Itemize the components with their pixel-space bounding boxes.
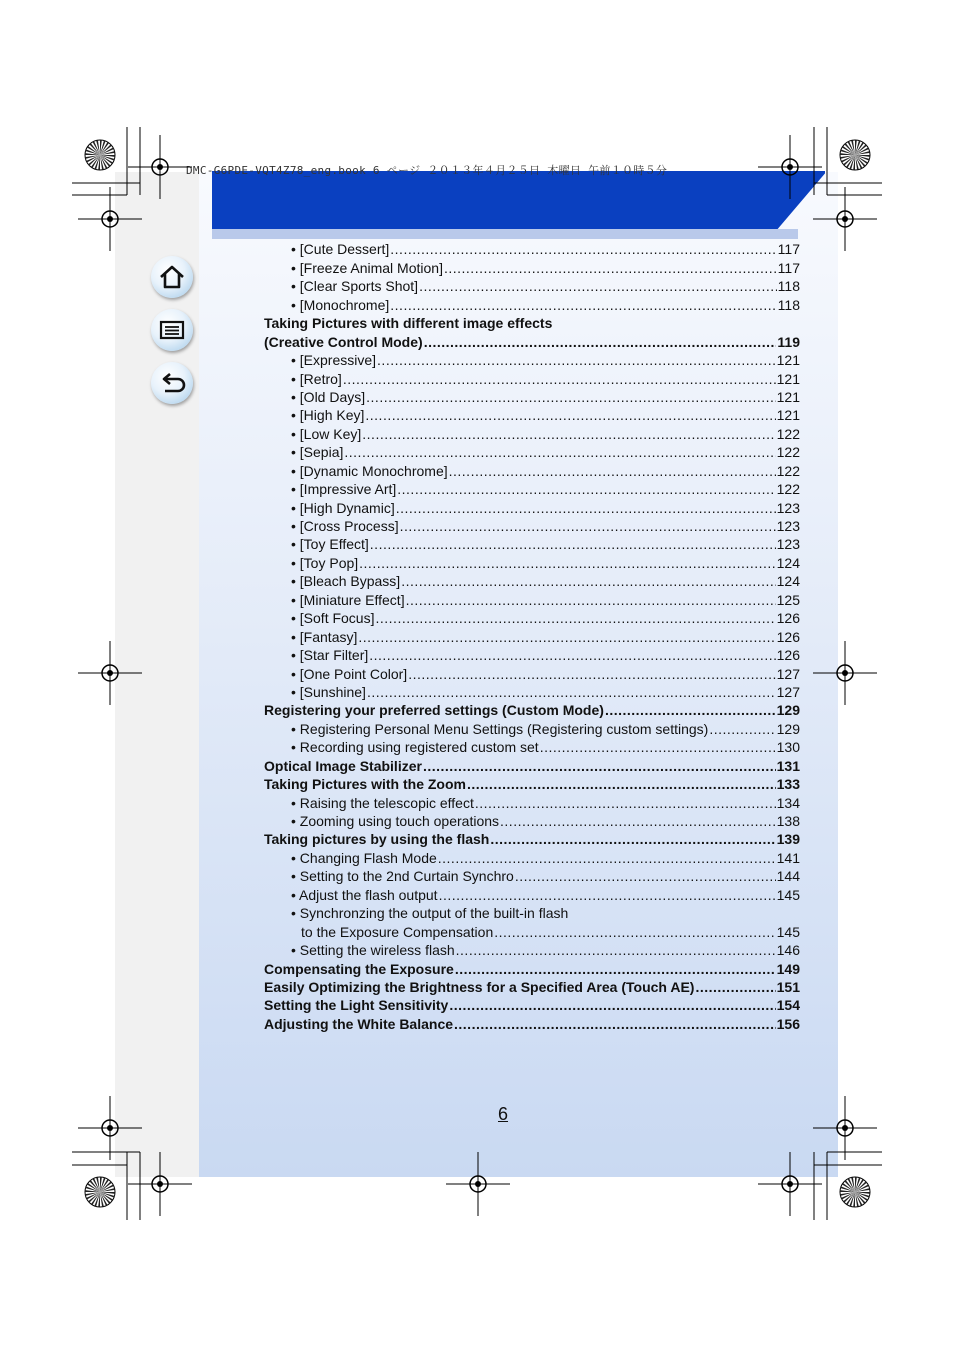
- registration-mark: [813, 187, 877, 251]
- toc-entry-title: • [Clear Sports Shot]: [291, 278, 419, 295]
- registration-mark: [446, 1152, 510, 1216]
- toc-entry-title: • [Monochrome]: [291, 296, 390, 313]
- toc-entry-page: 121: [776, 407, 800, 424]
- toc-entry-title: Easily Optimizing the Brightness for a Specified Area (Touch AE): [264, 978, 695, 995]
- registration-mark: [128, 135, 192, 199]
- toc-entry-title: • [Sunshine]: [291, 683, 366, 700]
- toc-entry-title: Registering your preferred settings (Custom Mode): [264, 702, 604, 719]
- toc-entry-title: • [Sepia]: [291, 444, 344, 461]
- toc-entry-page: 146: [776, 942, 800, 959]
- toc-entry-title: • [Dynamic Monochrome]: [291, 462, 448, 479]
- toc-entry-title: • [Impressive Art]: [291, 481, 397, 498]
- toc-entry-page: 145: [776, 886, 800, 903]
- toc-entry-page: 117: [777, 259, 800, 276]
- toc-entry-title: Taking Pictures with different image effects: [264, 315, 553, 332]
- registration-mark: [758, 1152, 822, 1216]
- toc-entry-page: 117: [777, 241, 800, 258]
- sunburst-target: [85, 140, 115, 170]
- toc-entry-page: 127: [776, 683, 800, 700]
- toc-entry-page: 126: [776, 628, 800, 645]
- toc-entry-page: 129: [776, 702, 800, 719]
- toc-entry-page: 118: [777, 296, 800, 313]
- toc-entry-page: 126: [776, 647, 800, 664]
- registration-mark: [128, 1152, 192, 1216]
- toc-entry-page: 139: [776, 831, 800, 848]
- registration-mark: [758, 135, 822, 199]
- toc-entry-title: • [Fantasy]: [291, 628, 358, 645]
- toc-entry-title: • Zooming using touch operations: [291, 813, 500, 829]
- toc-entry-title: Optical Image Stabilizer: [264, 757, 422, 774]
- toc-entry-title: • [Bleach Bypass]: [291, 573, 401, 590]
- registration-mark: [813, 1096, 877, 1160]
- toc-entry-title: • [Star Filter]: [291, 647, 369, 664]
- toc-entry-page: 123: [776, 499, 800, 516]
- toc-entry-title: Setting the Light Sensitivity: [264, 997, 449, 1014]
- registration-mark: [813, 641, 877, 705]
- print-header-text: DMC-G6PDE-VQT4Z78_eng.book 6 ページ ２０１３年４月２５日 木曜日 午前１０時５分: [186, 164, 668, 177]
- toc-entry-page: 126: [776, 610, 800, 627]
- toc-entry-title: • Registering Personal Menu Settings (Registering custom settings): [291, 720, 709, 737]
- toc-entry-page: 122: [776, 425, 800, 442]
- toc-entry-page: 131: [776, 757, 800, 774]
- toc-entry-page: 122: [776, 444, 800, 461]
- registration-mark: [78, 641, 142, 705]
- toc-entry-page: 154: [776, 997, 800, 1014]
- toc-entry-page: 118: [777, 278, 800, 295]
- toc-entry-title: to the Exposure Compensation: [301, 923, 494, 940]
- toc-entry-page: 125: [776, 591, 800, 608]
- toc-entry-page: 122: [776, 462, 800, 479]
- toc-entry-page: 138: [776, 813, 800, 829]
- toc-entry-title: • [Miniature Effect]: [291, 591, 405, 608]
- toc-entry-page: 129: [776, 720, 800, 737]
- toc-entry-title: Adjusting the White Balance: [264, 1015, 454, 1032]
- toc-entry-title: • [Low Key]: [291, 425, 362, 442]
- toc-entry-page: 149: [776, 960, 800, 977]
- toc-entry-title: • [High Dynamic]: [291, 499, 395, 516]
- toc-entry-title: • Synchronzing the output of the built-in flash: [291, 905, 569, 922]
- toc-entry-title: • Adjust the flash output: [291, 886, 438, 903]
- toc-entry-title: • [Old Days]: [291, 388, 366, 405]
- registration-mark: [78, 187, 142, 251]
- toc-entry-title: • [Expressive]: [291, 352, 377, 369]
- toc-entry-page: 145: [776, 923, 800, 940]
- toc-entry-title: • Recording using registered custom set: [291, 739, 539, 756]
- toc-entry-title: • [Retro]: [291, 370, 342, 387]
- sunburst-target: [85, 1177, 115, 1207]
- toc-entry-title: • Changing Flash Mode: [291, 849, 437, 866]
- toc-entry-title: Compensating the Exposure: [264, 960, 454, 977]
- toc-entry-title: Taking pictures by using the flash: [264, 831, 490, 848]
- toc-entry-page: 130: [776, 739, 800, 756]
- toc-entry-title: • Setting the wireless flash: [291, 942, 455, 959]
- registration-mark: [78, 1096, 142, 1160]
- toc-entry-page: 121: [776, 352, 800, 369]
- toc-entry-title: • [Toy Pop]: [291, 554, 359, 571]
- toc-entry-title: • Raising the telescopic effect: [291, 794, 474, 811]
- toc-entry-title: • [Freeze Animal Motion]: [291, 259, 443, 276]
- toc-entry-title: Taking Pictures with the Zoom: [264, 776, 466, 793]
- toc-entry-page: 123: [776, 518, 800, 534]
- toc-entry-page: 127: [776, 665, 800, 682]
- toc-entry-page: 119: [777, 333, 800, 350]
- toc-entry-page: 121: [776, 388, 800, 405]
- sunburst-target: [840, 1177, 870, 1207]
- toc-entry-title: • [Toy Effect]: [291, 536, 369, 553]
- toc-entry-title: • [High Key]: [291, 407, 365, 424]
- toc-entry-title: • [Cute Dessert]: [291, 241, 390, 258]
- toc-entry-page: 151: [776, 978, 800, 995]
- toc-entry-title: (Creative Control Mode): [264, 333, 423, 350]
- page-number: 6: [498, 1104, 509, 1124]
- toc-entry-title: • Setting to the 2nd Curtain Synchro: [291, 868, 514, 885]
- sunburst-target: [840, 140, 870, 170]
- toc-entry-title: • [Soft Focus]: [291, 610, 375, 627]
- toc-entry-page: 133: [776, 776, 800, 793]
- toc-entry-page: 124: [776, 554, 800, 571]
- toc-entry-title: • [One Point Color]: [291, 665, 408, 682]
- toc-entry-page: 144: [776, 868, 800, 885]
- toc-entry-page: 123: [776, 536, 800, 553]
- toc-entry-page: 121: [776, 370, 800, 387]
- toc-entry-page: 141: [776, 849, 800, 866]
- toc-entry-title: • [Cross Process]: [291, 518, 399, 534]
- toc-entry-page: 156: [776, 1015, 800, 1032]
- toc-entry-page: 122: [776, 481, 800, 498]
- toc-entry-page: 134: [776, 794, 800, 811]
- toc-entry-page: 124: [776, 573, 800, 590]
